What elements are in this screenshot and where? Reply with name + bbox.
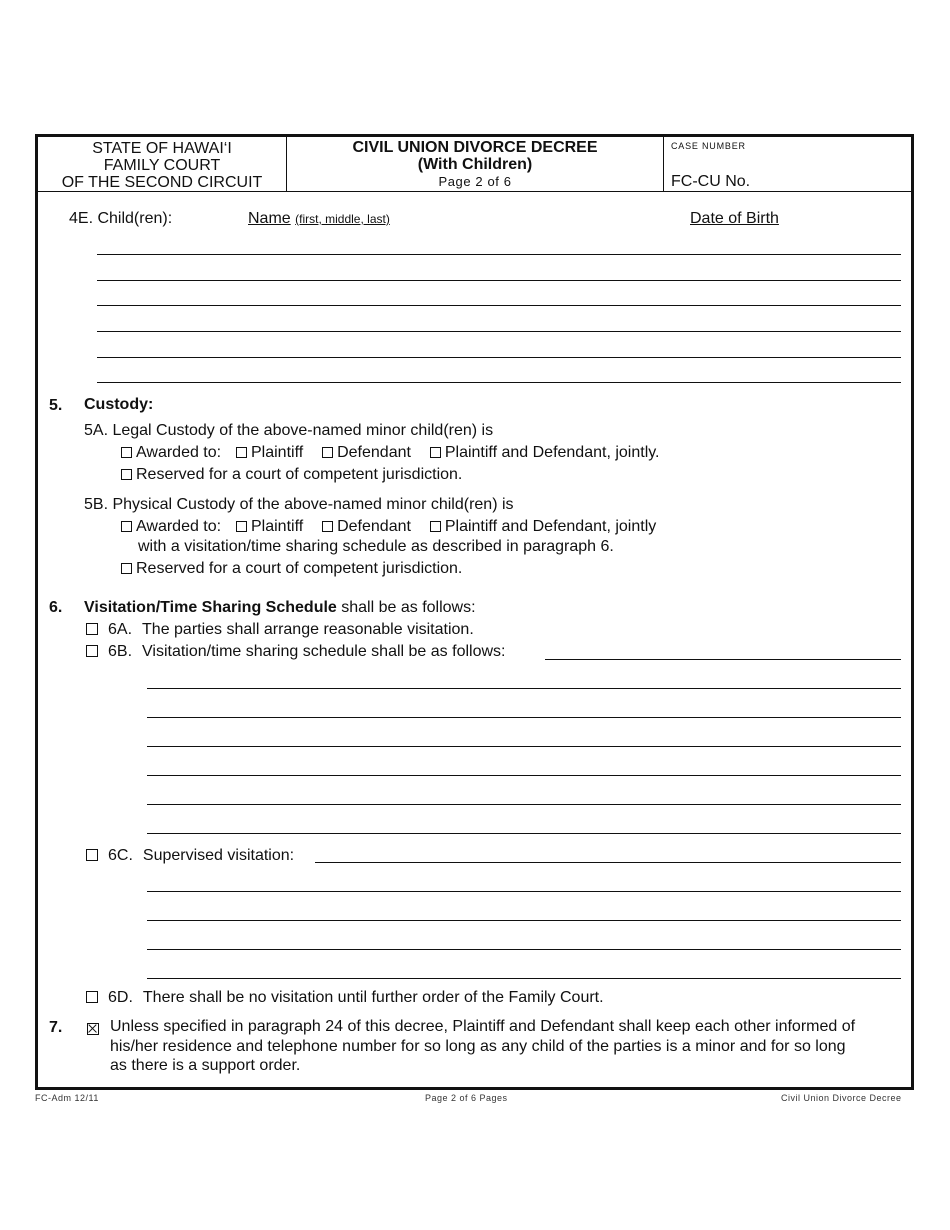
footer-form-id: FC-Adm 12/11: [35, 1093, 99, 1103]
dob-heading: Date of Birth: [690, 210, 779, 227]
footer-document-name: Civil Union Divorce Decree: [781, 1093, 902, 1103]
supervised-entry-line[interactable]: [147, 920, 901, 921]
option-6a-code: 6A.: [108, 621, 133, 638]
legal-reserved-checkbox[interactable]: [121, 469, 132, 480]
court-line-circuit: OF THE SECOND CIRCUIT: [61, 174, 263, 191]
name-heading-text: Name: [248, 210, 291, 227]
visitation-heading-bold: Visitation/Time Sharing Schedule: [84, 599, 337, 616]
child-entry-line[interactable]: [97, 382, 901, 383]
option-6c-text: Supervised visitation:: [142, 847, 295, 864]
physical-defendant-checkbox[interactable]: [322, 521, 333, 532]
child-entry-line[interactable]: [97, 331, 901, 332]
document-title-block: [287, 139, 663, 190]
option-6a-text: The parties shall arrange reasonable visitation.: [142, 621, 474, 638]
footer-page-number: Page 2 of 6 Pages: [425, 1093, 508, 1103]
legal-awarded-label: Awarded to:: [136, 444, 222, 461]
physical-awarded-checkbox[interactable]: [121, 521, 132, 532]
child-entry-line[interactable]: [97, 305, 901, 306]
document-title: CIVIL UNION DIVORCE DECREE: [352, 139, 598, 156]
physical-awarded-label: Awarded to:: [136, 518, 222, 535]
legal-plaintiff-checkbox[interactable]: [236, 447, 247, 458]
court-name: [38, 140, 286, 191]
form-frame-left: [35, 135, 38, 1090]
option-6c-checkbox[interactable]: [86, 849, 98, 861]
schedule-entry-line[interactable]: [147, 717, 901, 718]
header-divider: [35, 191, 914, 192]
option-6c-code: 6C.: [108, 847, 133, 864]
custody-heading: Custody:: [84, 396, 154, 413]
case-number-value[interactable]: FC-CU No.: [671, 173, 751, 190]
legal-reserved-label: Reserved for a court of competent jurisdiction.: [136, 466, 463, 483]
section-7-checked-box[interactable]: [87, 1023, 99, 1035]
physical-reserved-checkbox[interactable]: [121, 563, 132, 574]
court-line-family: FAMILY COURT: [103, 157, 221, 174]
schedule-entry-line[interactable]: [147, 775, 901, 776]
option-6d: [86, 988, 604, 1008]
physical-reserved-option: [121, 559, 462, 579]
child-entry-line[interactable]: [97, 280, 901, 281]
header-page-number: Page 2 of 6: [438, 174, 512, 189]
supervised-entry-line[interactable]: [147, 949, 901, 950]
case-number-label: CASE NUMBER: [671, 141, 746, 151]
option-6d-checkbox[interactable]: [86, 991, 98, 1003]
section-7-number: 7.: [49, 1019, 63, 1036]
option-6d-text: There shall be no visitation until further order of the Family Court.: [142, 989, 604, 1006]
section-7-line-2: his/her residence and telephone number for so long as any child of the parties is a minor and for so long: [110, 1038, 846, 1055]
header-col-divider-2: [663, 136, 664, 192]
physical-joint-checkbox[interactable]: [430, 521, 441, 532]
child-entry-line[interactable]: [97, 357, 901, 358]
section-7-line-3: as there is a support order.: [110, 1057, 301, 1074]
form-frame-bottom: [35, 1087, 914, 1090]
legal-plaintiff-label: Plaintiff: [251, 444, 304, 461]
physical-custody-options: [121, 517, 656, 537]
schedule-entry-line[interactable]: [147, 746, 901, 747]
physical-defendant-label: Defendant: [337, 518, 411, 535]
legal-defendant-label: Defendant: [337, 444, 411, 461]
physical-joint-label: Plaintiff and Defendant, jointly: [444, 518, 657, 535]
option-6b-checkbox[interactable]: [86, 645, 98, 657]
visitation-heading-rest: shall be as follows:: [336, 599, 476, 616]
option-6a: [86, 620, 474, 640]
physical-custody-continuation: with a visitation/time sharing schedule as described in paragraph 6.: [138, 538, 614, 555]
option-6b-text: Visitation/time sharing schedule shall be as follows:: [142, 643, 506, 660]
legal-joint-checkbox[interactable]: [430, 447, 441, 458]
section-5-number: 5.: [49, 397, 63, 414]
section-6-number: 6.: [49, 599, 63, 616]
legal-awarded-checkbox[interactable]: [121, 447, 132, 458]
schedule-entry-line[interactable]: [147, 688, 901, 689]
legal-joint-label: Plaintiff and Defendant, jointly.: [444, 444, 660, 461]
court-line-state: STATE OF HAWAI‘I: [92, 140, 232, 157]
legal-custody-title: 5A. Legal Custody of the above-named minor child(ren) is: [84, 422, 494, 439]
supervised-entry-line[interactable]: [147, 891, 901, 892]
supervised-entry-line[interactable]: [315, 862, 901, 863]
option-6c: [86, 846, 294, 866]
schedule-entry-line[interactable]: [147, 804, 901, 805]
physical-reserved-label: Reserved for a court of competent jurisdiction.: [136, 560, 463, 577]
option-6b: [86, 642, 505, 662]
legal-reserved-option: [121, 465, 462, 485]
children-label: 4E. Child(ren):: [69, 210, 173, 227]
form-frame-right: [911, 135, 914, 1090]
option-6b-code: 6B.: [108, 643, 133, 660]
supervised-entry-line[interactable]: [147, 978, 901, 979]
physical-plaintiff-label: Plaintiff: [251, 518, 304, 535]
document-subtitle: (With Children): [417, 156, 533, 173]
visitation-heading: [84, 598, 476, 618]
form-frame-top: [35, 134, 914, 137]
schedule-entry-line[interactable]: [147, 833, 901, 834]
name-heading: [248, 209, 390, 229]
section-7-line-1: Unless specified in paragraph 24 of this decree, Plaintiff and Defendant shall keep each other informed of: [110, 1018, 856, 1035]
name-heading-hint: (first, middle, last): [295, 212, 390, 226]
option-6d-code: 6D.: [108, 989, 133, 1006]
physical-plaintiff-checkbox[interactable]: [236, 521, 247, 532]
physical-custody-title: 5B. Physical Custody of the above-named minor child(ren) is: [84, 496, 514, 513]
schedule-entry-line[interactable]: [545, 659, 901, 660]
legal-defendant-checkbox[interactable]: [322, 447, 333, 458]
option-6a-checkbox[interactable]: [86, 623, 98, 635]
legal-custody-options: [121, 443, 660, 463]
child-entry-line[interactable]: [97, 254, 901, 255]
